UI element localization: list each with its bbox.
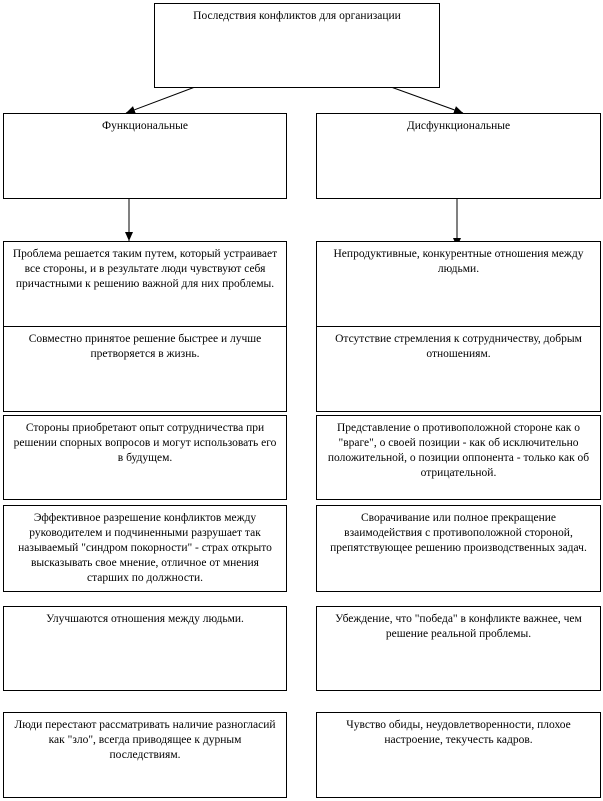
dysfunctional-item: Сворачивание или полное прекращение взаимодействия с противоположной стороной, препятствующее решению производственных задач. [316,505,601,592]
functional-item: Улучшаются отношения между людьми. [3,606,287,691]
diagram-title: Последствия конфликтов для организации [154,3,440,88]
dysfunctional-item: Представление о противоположной стороне как о "враге", о своей позиции - как об исключительно положительной, о позиции оппонента - только как об отрицательной. [316,415,601,500]
dysfunctional-item: Непродуктивные, конкурентные отношения между людьми. [316,241,601,327]
functional-item: Эффективное разрешение конфликтов между руководителем и подчиненными разрушает так называемый "синдром покорности" - страх открыто высказывать свое мнение, отличное от мнения старших по должности. [3,505,287,592]
functional-header: Функциональные [3,113,287,199]
dysfunctional-item: Убеждение, что "победа" в конфликте важнее, чем решение реальной проблемы. [316,606,601,691]
functional-item: Проблема решается таким путем, который устраивает все стороны, и в результате люди чувствуют себя причастными к решению важной для них проблемы. [3,241,287,327]
functional-item: Совместно принятое решение быстрее и лучше претворяется в жизнь. [3,326,287,412]
functional-item: Стороны приобретают опыт сотрудничества при решении спорных вопросов и могут использовать его в будущем. [3,415,287,500]
functional-item: Люди перестают рассматривать наличие разногласий как "зло", всегда приводящее к дурным последствиям. [3,712,287,798]
arrow-to-functional [126,87,195,113]
arrow-to-dysfunctional [391,87,463,113]
dysfunctional-item: Отсутствие стремления к сотрудничеству, добрым отношениям. [316,326,601,412]
dysfunctional-header: Дисфункциональные [316,113,601,199]
dysfunctional-item: Чувство обиды, неудовлетворенности, плохое настроение, текучесть кадров. [316,712,601,798]
